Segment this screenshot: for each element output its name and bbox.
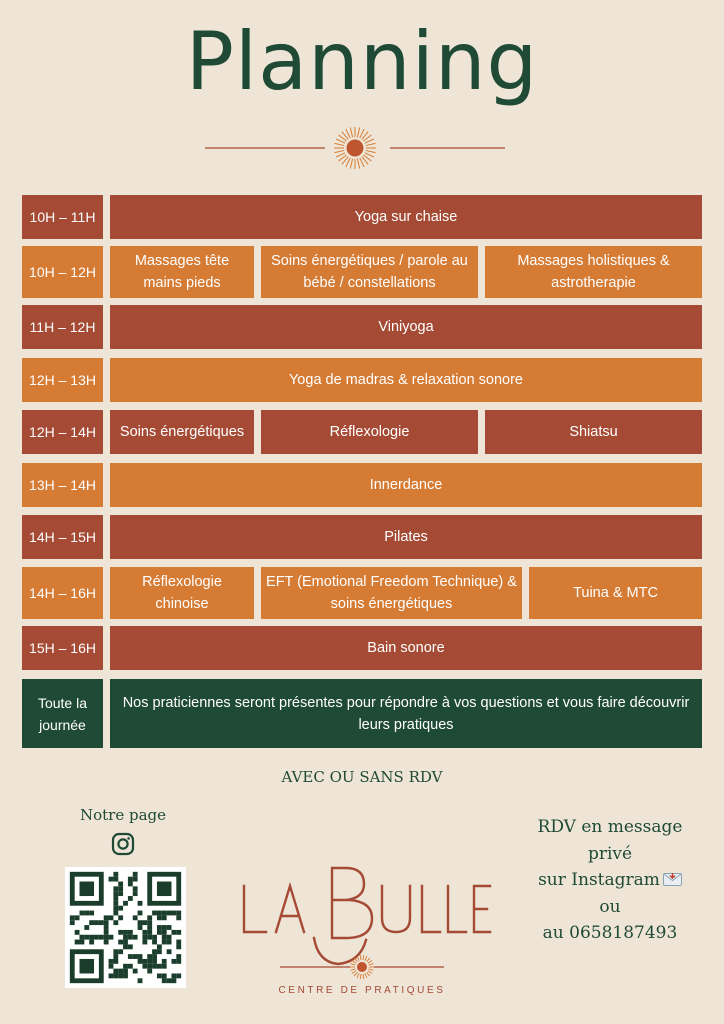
rdv-instagram-text: sur Instagram [538,870,660,890]
sun-divider-icon [205,125,515,171]
schedule-row [22,246,702,298]
time-slot: 15H – 16H [22,626,103,670]
session-cell: Bain sonore [110,626,702,670]
time-slot: Toute la journée [22,679,103,748]
session-cell: Yoga de madras & relaxation sonore [110,358,702,402]
rdv-info [520,814,700,947]
rdv-line: RDV en message [537,817,683,837]
rdv-line: ou [599,896,621,917]
time-slot: 13H – 14H [22,463,103,507]
session-cell: Massages holistiques & astrotherapie [485,246,702,298]
time-slot: 12H – 14H [22,410,103,454]
rdv-line [520,867,700,894]
session-cell: Nos praticiennes seront présentes pour répondre à vos questions et vous faire découvrir leurs pratiques [110,679,702,748]
session-cell: Massages tête mains pieds [110,246,254,298]
session-cell: Yoga sur chaise [110,195,702,239]
session-cell: Réflexologie chinoise [110,567,254,619]
schedule-row [22,463,702,507]
session-cell: Soins énergétiques / parole au bébé / constellations [261,246,478,298]
session-cell: Soins énergétiques [110,410,254,454]
session-cell: EFT (Emotional Freedom Technique) & soins énergétiques [261,567,522,619]
schedule-row [22,567,702,619]
time-slot: 10H – 11H [22,195,103,239]
instagram-icon[interactable] [111,832,135,856]
logo-subtitle: CENTRE DE PRATIQUES [278,985,446,996]
session-cell: Viniyoga [110,305,702,349]
time-slot: 10H – 12H [22,246,103,298]
schedule-row [22,679,702,748]
time-slot: 11H – 12H [22,305,103,349]
session-cell: Pilates [110,515,702,559]
rdv-line: privé [587,843,633,864]
session-cell: Shiatsu [485,410,702,454]
schedule-row [22,358,702,402]
schedule-row [22,195,702,239]
time-slot: 14H – 15H [22,515,103,559]
time-slot: 12H – 13H [22,358,103,402]
envelope-icon [663,873,682,886]
notre-page-label: Notre page [79,806,167,824]
time-slot: 14H – 16H [22,567,103,619]
rdv-phone[interactable]: au 0658187493 [542,923,678,943]
schedule-row [22,626,702,670]
schedule-row [22,305,702,349]
page-title: Planning [185,15,539,108]
la-bulle-logo [232,846,492,996]
avec-sans-rdv: AVEC OU SANS RDV [281,768,443,786]
session-cell: Réflexologie [261,410,478,454]
session-cell: Innerdance [110,463,702,507]
qr-code[interactable] [65,867,186,988]
schedule-row [22,515,702,559]
session-cell: Tuina & MTC [529,567,702,619]
schedule-row [22,410,702,454]
